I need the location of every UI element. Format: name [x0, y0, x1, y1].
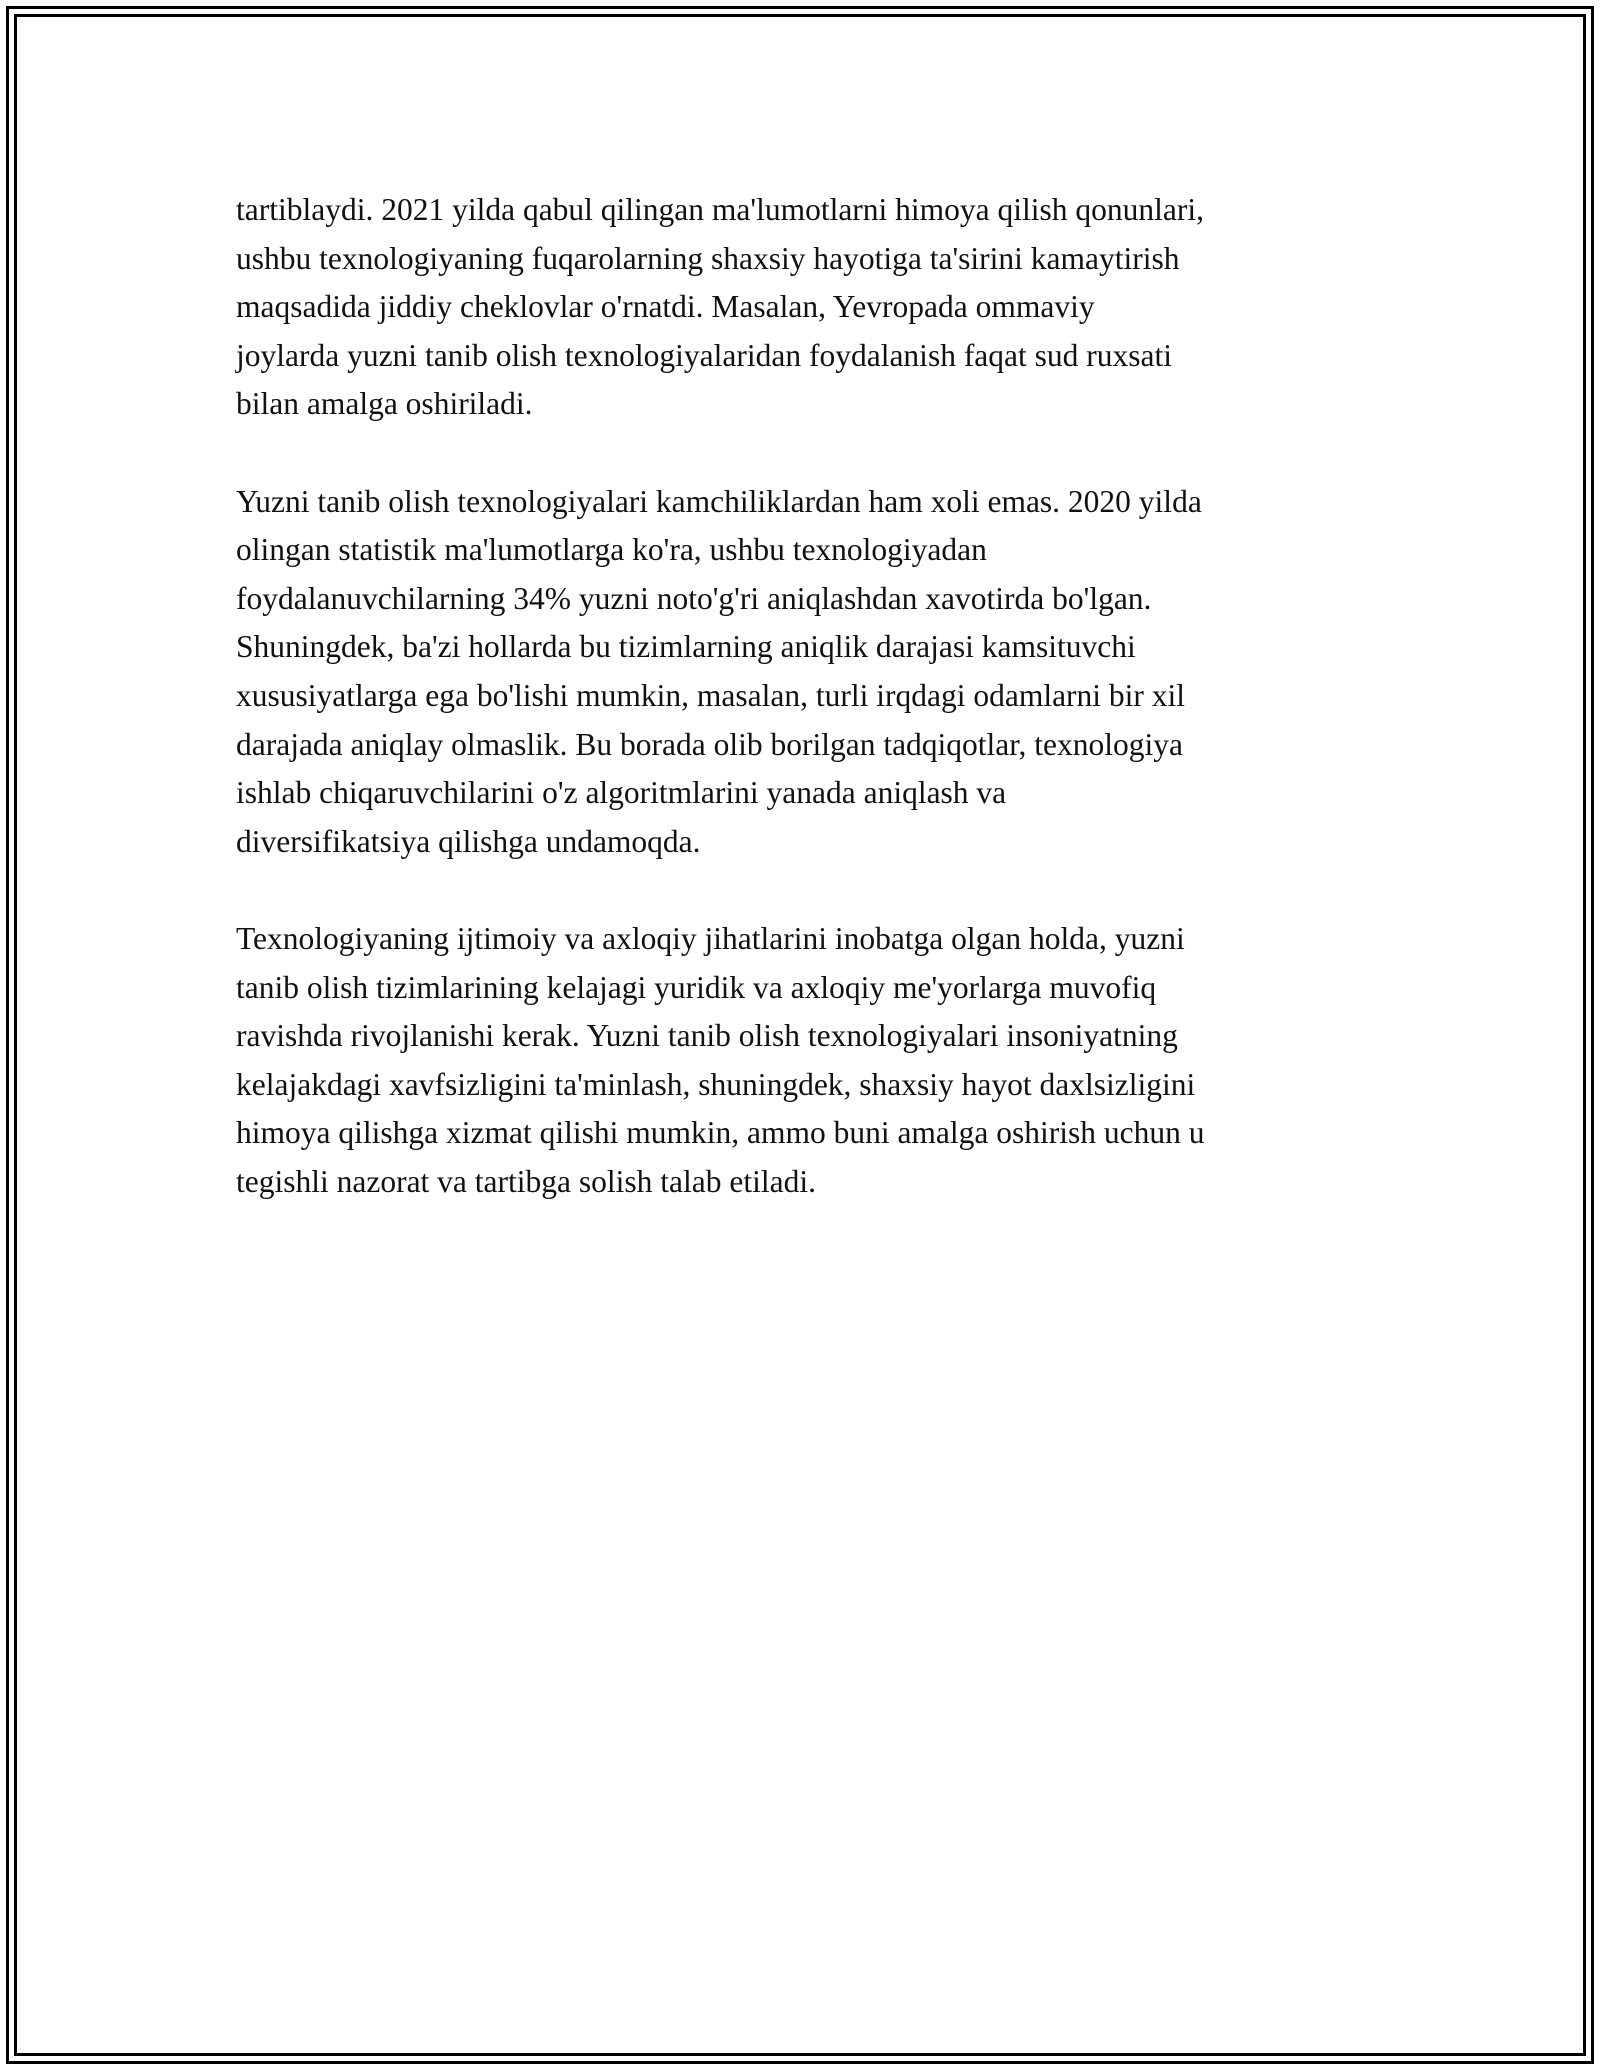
- paragraph-line: ravishda rivojlanishi kerak. Yuzni tanib olish texnologiyalari insoniyatning: [236, 1018, 1178, 1054]
- paragraph-line: foydalanuvchilarning 34% yuzni noto'g'ri aniqlashdan xavotirda bo'lgan.: [236, 580, 1152, 616]
- paragraph-line: bilan amalga oshiriladi.: [236, 386, 533, 422]
- paragraph-line: diversifikatsiya qilishga undamoqda.: [236, 823, 701, 859]
- paragraph-line: joylarda yuzni tanib olish texnologiyalaridan foydalanish faqat sud ruxsati: [236, 337, 1173, 373]
- paragraph-line: ushbu texnologiyaning fuqarolarning shaxsiy hayotiga ta'sirini kamaytirish: [236, 240, 1180, 276]
- paragraph-line: xususiyatlarga ega bo'lishi mumkin, masalan, turli irqdagi odamlarni bir xil: [236, 677, 1186, 713]
- paragraph-line: Yuzni tanib olish texnologiyalari kamchiliklardan ham xoli emas. 2020 yilda: [236, 483, 1202, 519]
- document-body: [236, 186, 1376, 1206]
- paragraph-line: olingan statistik ma'lumotlarga ko'ra, ushbu texnologiyadan: [236, 532, 987, 568]
- paragraph-1: [236, 186, 1376, 429]
- paragraph-line: tegishli nazorat va tartibga solish talab etiladi.: [236, 1163, 816, 1199]
- paragraph-3: [236, 915, 1376, 1207]
- paragraph-2: [236, 478, 1376, 867]
- paragraph-line: tanib olish tizimlarining kelajagi yuridik va axloqiy me'yorlarga muvofiq: [236, 969, 1157, 1005]
- paragraph-line: tartiblaydi. 2021 yilda qabul qilingan ma'lumotlarni himoya qilish qonunlari,: [236, 192, 1205, 227]
- paragraph-line: himoya qilishga xizmat qilishi mumkin, ammo buni amalga oshirish uchun u: [236, 1115, 1205, 1151]
- paragraph-line: ishlab chiqaruvchilarini o'z algoritmlarini yanada aniqlash va: [236, 775, 1007, 811]
- paragraph-line: kelajakdagi xavfsizligini ta'minlash, shuningdek, shaxsiy hayot daxlsizligini: [236, 1066, 1196, 1102]
- paragraph-line: Shuningdek, ba'zi hollarda bu tizimlarning aniqlik darajasi kamsituvchi: [236, 629, 1136, 665]
- paragraph-line: maqsadida jiddiy cheklovlar o'rnatdi. Masalan, Yevropada ommaviy: [236, 289, 1095, 325]
- paragraph-line: Texnologiyaning ijtimoiy va axloqiy jihatlarini inobatga olgan holda, yuzni: [236, 920, 1185, 956]
- paragraph-line: darajada aniqlay olmaslik. Bu borada olib borilgan tadqiqotlar, texnologiya: [236, 726, 1183, 762]
